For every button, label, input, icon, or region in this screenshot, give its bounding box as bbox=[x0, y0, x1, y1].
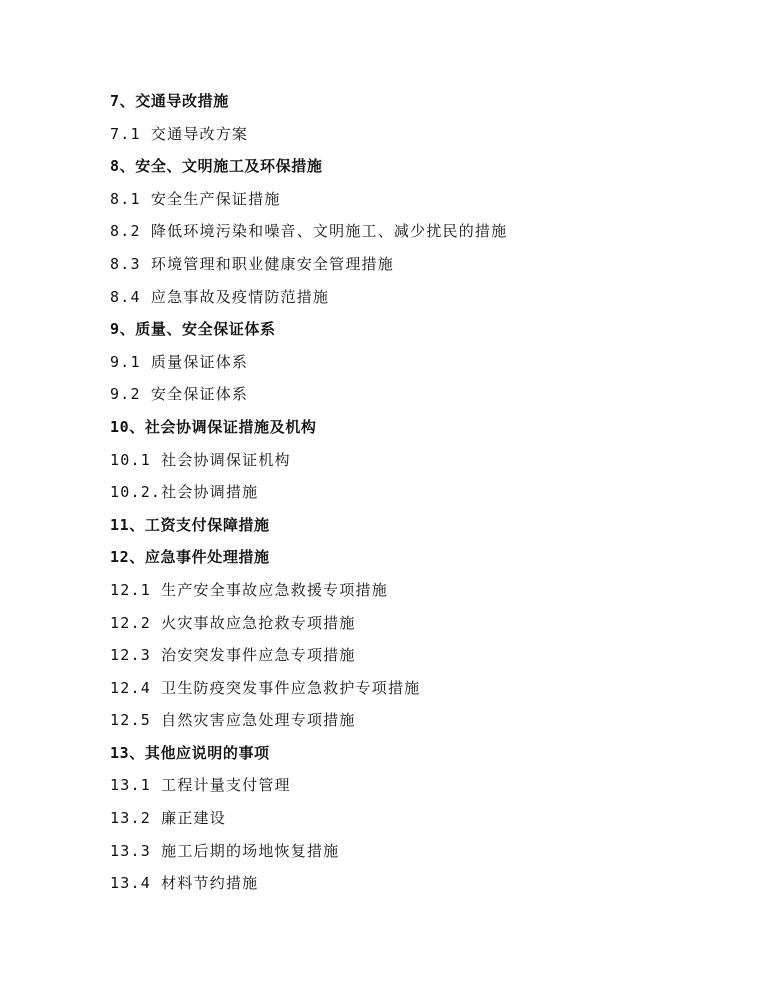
subsection-8-3: 8.3 环境管理和职业健康安全管理措施 bbox=[110, 254, 394, 273]
subsection-12-4: 12.4 卫生防疫突发事件应急救护专项措施 bbox=[110, 678, 421, 697]
subsection-8-4: 8.4 应急事故及疫情防范措施 bbox=[110, 287, 330, 306]
section-heading-7: 7、交通导改措施 bbox=[110, 92, 229, 110]
subsection-12-5: 12.5 自然灾害应急处理专项措施 bbox=[110, 711, 356, 730]
subsection-12-3: 12.3 治安突发事件应急专项措施 bbox=[110, 646, 356, 665]
table-of-contents bbox=[110, 88, 710, 903]
subsection-8-1: 8.1 安全生产保证措施 bbox=[110, 189, 281, 208]
subsection-10-2: 10.2.社会协调措施 bbox=[110, 483, 259, 502]
section-heading-10: 10、社会协调保证措施及机构 bbox=[110, 417, 317, 436]
section-heading-11: 11、工资支付保障措施 bbox=[110, 515, 270, 534]
subsection-13-3: 13.3 施工后期的场地恢复措施 bbox=[110, 841, 340, 860]
subsection-10-1: 10.1 社会协调保证机构 bbox=[110, 450, 291, 469]
subsection-8-2: 8.2 降低环境污染和噪音、文明施工、减少扰民的措施 bbox=[110, 222, 508, 241]
subsection-12-1: 12.1 生产安全事故应急救援专项措施 bbox=[110, 580, 388, 599]
section-heading-13: 13、其他应说明的事项 bbox=[110, 743, 270, 762]
subsection-7-1: 7.1 交通导改方案 bbox=[110, 124, 249, 143]
subsection-13-2: 13.2 廉正建设 bbox=[110, 809, 226, 828]
section-heading-8: 8、安全、文明施工及环保措施 bbox=[110, 157, 323, 176]
subsection-9-1: 9.1 质量保证体系 bbox=[110, 352, 249, 371]
subsection-13-4: 13.4 材料节约措施 bbox=[110, 874, 259, 893]
subsection-13-1: 13.1 工程计量支付管理 bbox=[110, 776, 291, 795]
subsection-12-2: 12.2 火灾事故应急抢救专项措施 bbox=[110, 613, 356, 632]
subsection-9-2: 9.2 安全保证体系 bbox=[110, 385, 249, 404]
section-heading-12: 12、应急事件处理措施 bbox=[110, 548, 270, 567]
section-heading-9: 9、质量、安全保证体系 bbox=[110, 320, 276, 339]
